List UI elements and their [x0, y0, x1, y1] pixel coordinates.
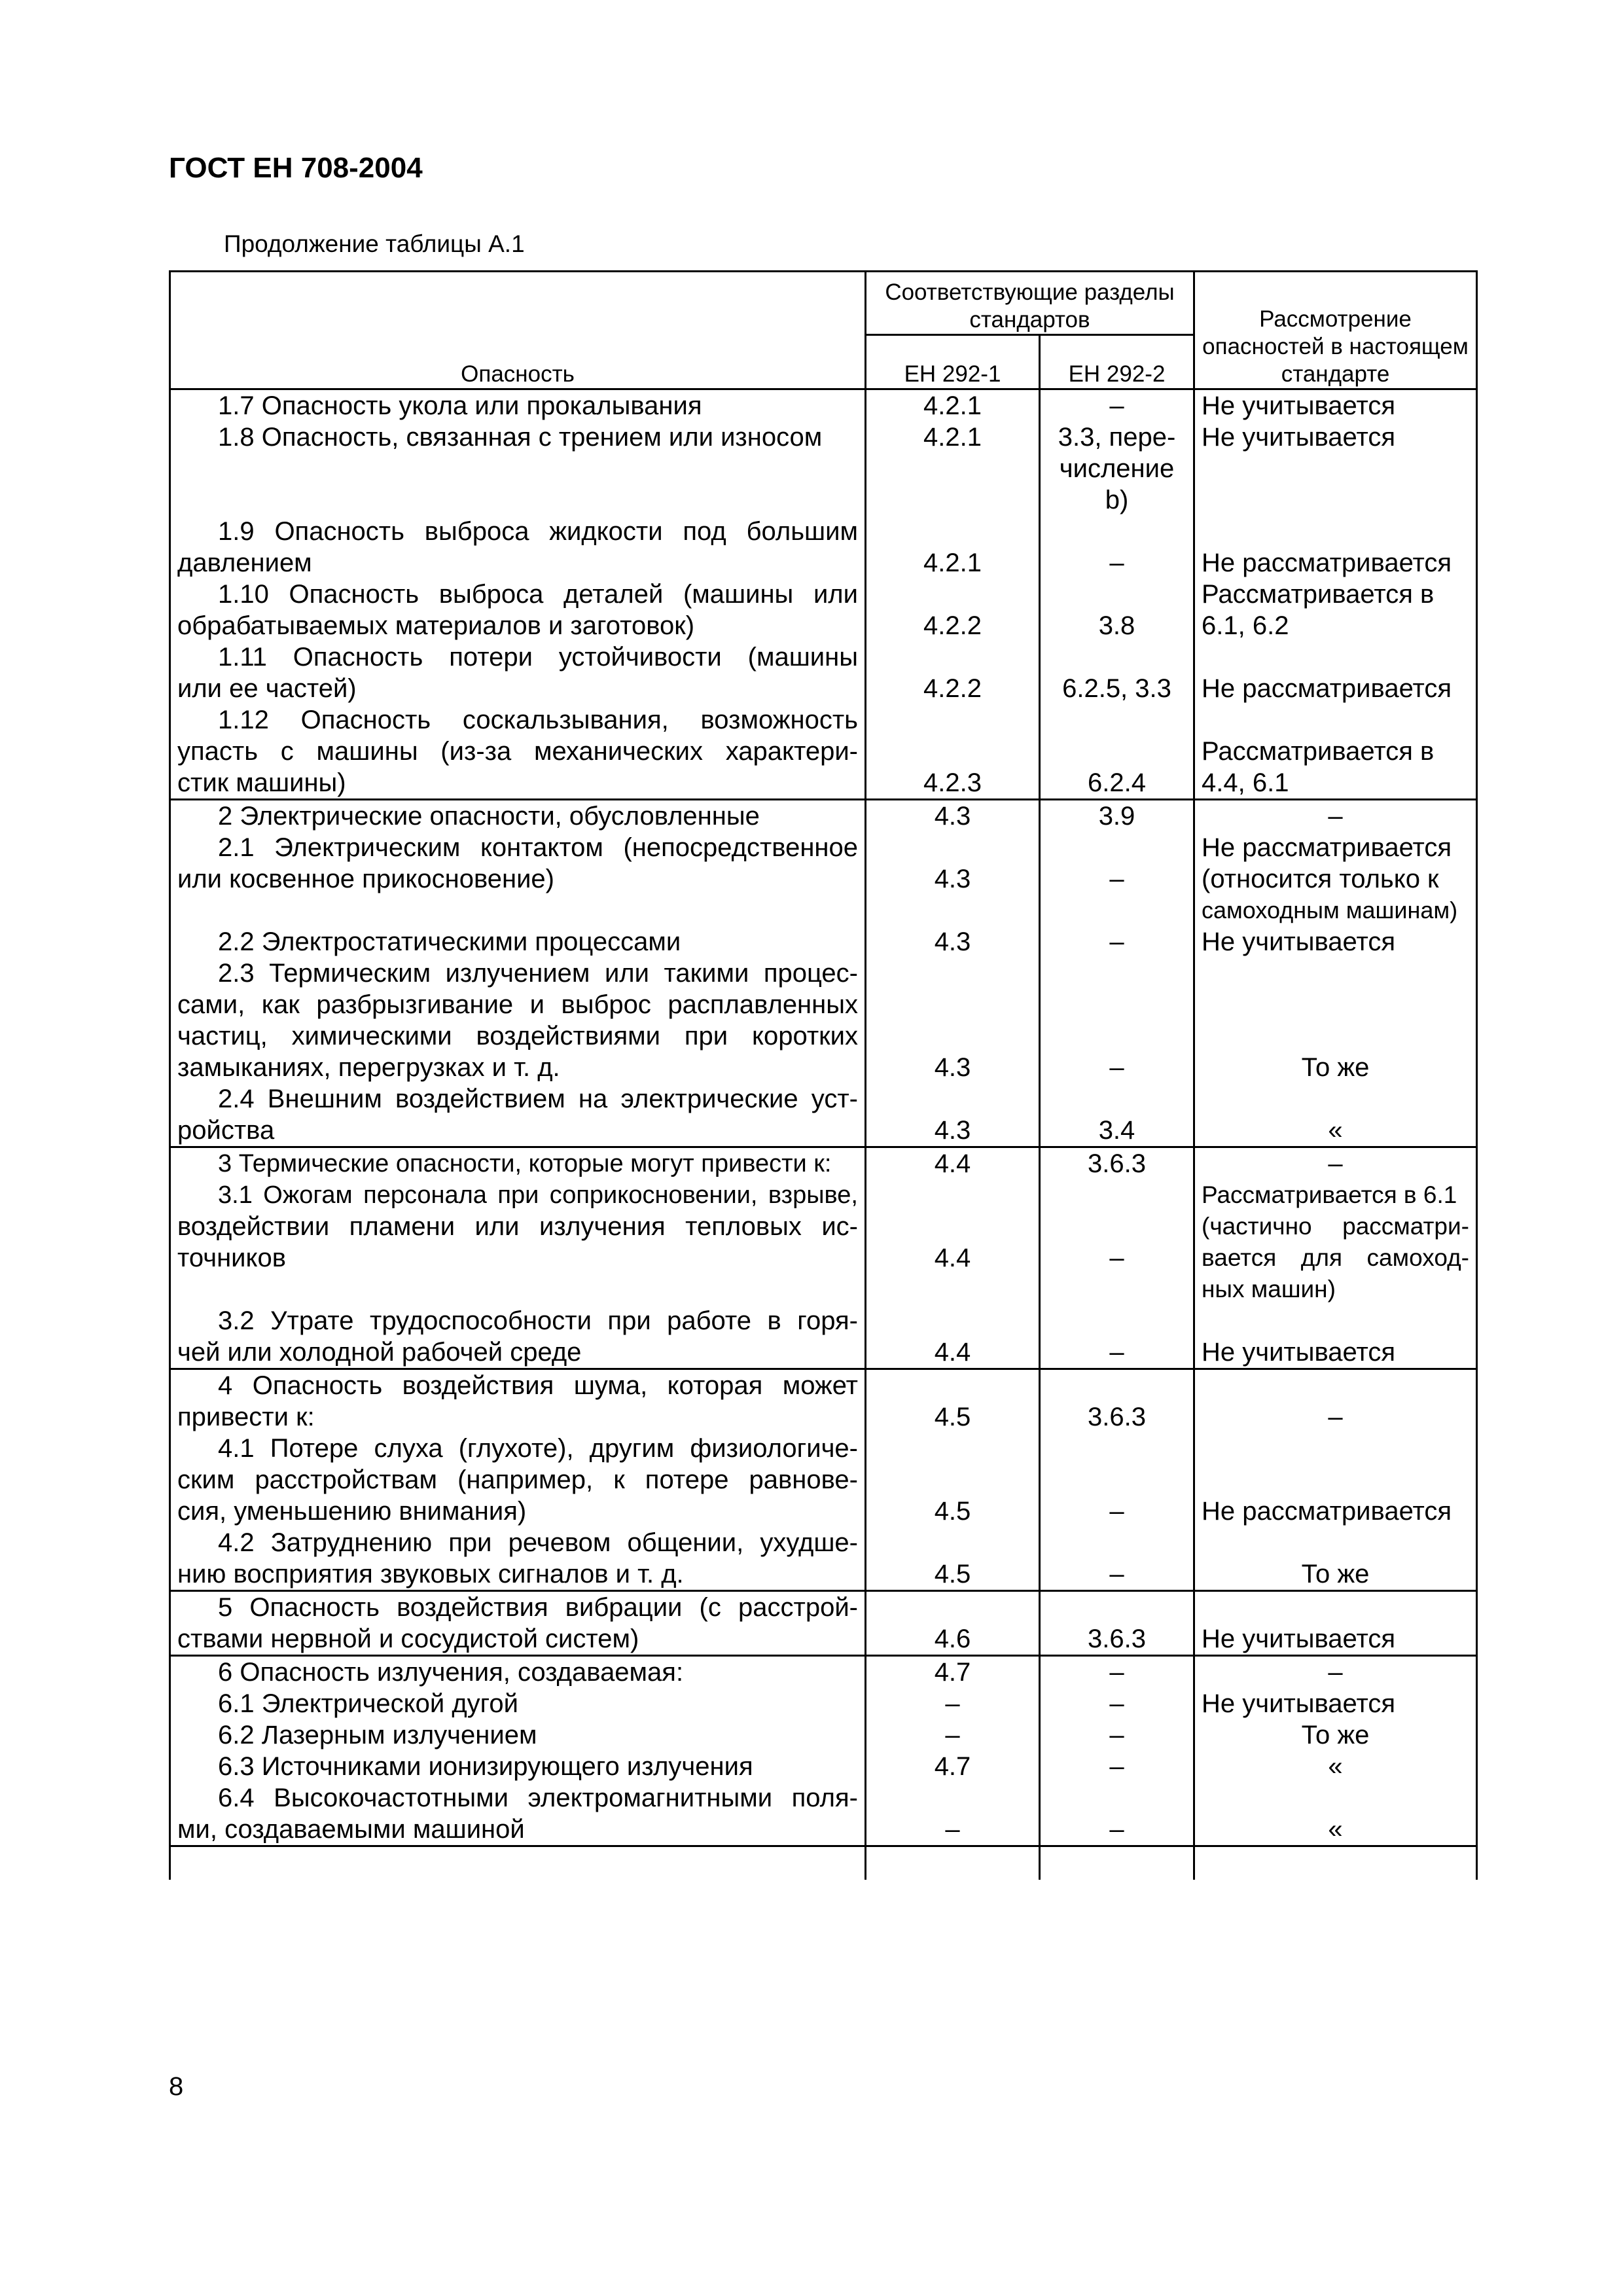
table-row [170, 1369, 1477, 1591]
review-value: Не рассматривается [1202, 674, 1452, 703]
en2-value: – [1109, 1752, 1124, 1781]
header-en-292-1: ЕН 292-1 [866, 335, 1040, 389]
hazard-text: 5 Опасность воздействия вибрации (с расстрой- [218, 1593, 858, 1622]
hazard-text: нию восприятия звуковых сигналов и т. д. [177, 1560, 684, 1588]
review-value: Не учитывается [1202, 423, 1395, 452]
hazard-text: давлением [177, 548, 312, 577]
hazard-text: 6 Опасность излучения, создаваемая: [218, 1658, 684, 1687]
en2-value: – [1109, 1658, 1124, 1687]
hazard-text: 1.9 Опасность выброса жидкости под большим [218, 517, 858, 546]
review-value: – [1328, 1658, 1343, 1687]
hazard-text: 1.8 Опасность, связанная с трением или износом [218, 423, 823, 452]
hazard-text: 6.1 Электрической дугой [218, 1689, 518, 1718]
en2-value: – [1109, 1053, 1124, 1082]
en2-value: 3.6.3 [1088, 1624, 1146, 1653]
hazard-text: 6.3 Источниками ионизирующего излучения [218, 1752, 753, 1781]
en2-value: – [1109, 1497, 1124, 1526]
review-value: То же [1301, 1560, 1370, 1588]
en2-value: 3.6.3 [1088, 1403, 1146, 1431]
hazard-text: 6.4 Высокочастотными электромагнитными поля- [218, 1784, 858, 1812]
en1-value: 4.3 [934, 865, 971, 893]
hazard-text: 4 Опасность воздействия шума, которая может [218, 1371, 858, 1400]
table-row [170, 1591, 1477, 1656]
hazard-text: 3.2 Утрате трудоспособности при работе в горя- [218, 1306, 858, 1335]
hazard-text: 2.2 Электростатическими процессами [218, 927, 681, 956]
en2-value: 3.6.3 [1088, 1149, 1146, 1178]
hazard-text: 1.11 Опасность потери устойчивости (машины [218, 643, 858, 672]
table-caption: Продолжение таблицы А.1 [224, 230, 525, 257]
group-vibration [170, 1591, 1477, 1656]
en1-value: 4.2.1 [923, 391, 982, 420]
en1-value: 4.3 [934, 1116, 971, 1145]
group-electrical [170, 800, 1477, 1147]
hazard-text: воздействии пламени или излучения тепловых ис- [177, 1212, 858, 1241]
hazard-text: ствами нервной и сосудистой систем) [177, 1624, 639, 1653]
review-value: 6.1, 6.2 [1202, 611, 1289, 640]
en1-value: 4.5 [934, 1560, 971, 1588]
en2-value: – [1109, 865, 1124, 893]
header-en-292-2: ЕН 292-2 [1040, 335, 1194, 389]
hazard-text: обрабатываемых материалов и заготовок) [177, 611, 695, 640]
review-value: « [1328, 1116, 1343, 1145]
table-row [170, 389, 1477, 800]
table-row [170, 1656, 1477, 1846]
en2-value: 3.3, пере- [1058, 423, 1176, 452]
hazard-text: или ее частей) [177, 674, 357, 703]
hazard-text: 3.1 Ожогам персонала при соприкосновении, взрыве, [218, 1181, 858, 1209]
en1-value: 4.2.1 [923, 423, 982, 452]
hazard-text: 2.1 Электрическим контактом (непосредственное [218, 833, 858, 862]
review-value: Не учитывается [1202, 1338, 1395, 1367]
en2-value: – [1109, 1338, 1124, 1367]
review-value: Рассматривается в [1202, 580, 1435, 609]
hazard-text: 4.2 Затруднению при речевом общении, ухудше- [218, 1528, 858, 1557]
page-number: 8 [169, 2072, 184, 2101]
header-hazard: Опасность [170, 272, 866, 389]
review-value: Не учитывается [1202, 1689, 1395, 1718]
review-value: Рассматривается в [1202, 737, 1435, 766]
review-value: « [1328, 1752, 1343, 1781]
en2-value: 6.2.4 [1088, 768, 1146, 797]
en1-value: 4.3 [934, 927, 971, 956]
review-value: ных машин) [1202, 1276, 1336, 1302]
en2-value: – [1109, 1815, 1124, 1844]
en2-value: b) [1105, 486, 1129, 514]
hazard-text: 2.3 Термическим излучением или такими процес- [218, 959, 858, 988]
hazard-text: чей или холодной рабочей среде [177, 1338, 582, 1367]
en1-value: 4.2.3 [923, 768, 982, 797]
hazard-text: или косвенное прикосновение) [177, 865, 554, 893]
group-radiation [170, 1656, 1477, 1880]
review-value: – [1328, 802, 1343, 831]
hazard-text: упасть с машины (из-за механических характери- [177, 737, 858, 766]
hazard-text: стик машины) [177, 768, 346, 797]
en2-value: 3.4 [1098, 1116, 1135, 1145]
review-value: Не учитывается [1202, 391, 1395, 420]
review-value: 4.4, 6.1 [1202, 768, 1289, 797]
group-thermal [170, 1147, 1477, 1369]
en2-value: – [1109, 1689, 1124, 1718]
group-mechanical [170, 389, 1477, 800]
hazard-text: 1.7 Опасность укола или прокалывания [218, 391, 702, 420]
table-row [170, 800, 1477, 1147]
en1-value: 4.3 [934, 1053, 971, 1082]
review-value: Не учитывается [1202, 1624, 1395, 1653]
en2-value: 6.2.5, 3.3 [1062, 674, 1171, 703]
en1-value: – [945, 1815, 960, 1844]
review-value: Не рассматривается [1202, 833, 1452, 862]
review-value: Не учитывается [1202, 927, 1395, 956]
hazard-text: 1.10 Опасность выброса деталей (машины или [218, 580, 858, 609]
table-row-empty [170, 1846, 1477, 1880]
hazard-text: сия, уменьшению внимания) [177, 1497, 527, 1526]
review-value: То же [1301, 1721, 1370, 1749]
document-title: ГОСТ ЕН 708-2004 [169, 152, 423, 184]
review-value: Не рассматривается [1202, 548, 1452, 577]
hazard-text: ми, создаваемыми машиной [177, 1815, 525, 1844]
en1-value: 4.2.2 [923, 674, 982, 703]
hazard-text: 2 Электрические опасности, обусловленные [218, 802, 760, 831]
review-value: « [1328, 1815, 1343, 1844]
hazard-text: привести к: [177, 1403, 315, 1431]
hazard-text: точников [177, 1244, 286, 1272]
en1-value: 4.6 [934, 1624, 971, 1653]
header-review: Рассмотрение опасностей в настоящем стандарте [1194, 272, 1477, 389]
en1-value: 4.4 [934, 1338, 971, 1367]
en1-value: 4.7 [934, 1752, 971, 1781]
hazard-text: сами, как разбрызгивание и выброс расплавленных [177, 990, 858, 1019]
en1-value: 4.3 [934, 802, 971, 831]
en1-value: 4.2.2 [923, 611, 982, 640]
review-value: – [1328, 1403, 1343, 1431]
hazard-text: замыканиях, перегрузках и т. д. [177, 1053, 560, 1082]
hazard-text: 6.2 Лазерным излучением [218, 1721, 537, 1749]
en2-value: – [1109, 927, 1124, 956]
en2-value: – [1109, 548, 1124, 577]
hazard-text: частиц, химическими воздействиями при коротких [177, 1022, 858, 1050]
en2-value: 3.8 [1098, 611, 1135, 640]
hazard-text: 2.4 Внешним воздействием на электрические уст- [218, 1085, 858, 1113]
hazard-text: ройства [177, 1116, 275, 1145]
en2-value: 3.9 [1098, 802, 1135, 831]
en1-value: – [945, 1721, 960, 1749]
table-row [170, 1147, 1477, 1369]
table-header [170, 272, 1477, 389]
en1-value: 4.7 [934, 1658, 971, 1687]
hazard-text: 3 Термические опасности, которые могут привести к: [218, 1150, 832, 1177]
review-value: (относится только к [1202, 865, 1439, 893]
hazard-text: 4.1 Потере слуха (глухоте), другим физиологиче- [218, 1434, 858, 1463]
en1-value: 4.4 [934, 1244, 971, 1272]
group-noise [170, 1369, 1477, 1591]
en2-value: числение [1059, 454, 1175, 483]
en1-value: 4.5 [934, 1403, 971, 1431]
en2-value: – [1109, 391, 1124, 420]
review-value: Не рассматривается [1202, 1497, 1452, 1526]
en2-value: – [1109, 1721, 1124, 1749]
review-value: То же [1301, 1053, 1370, 1082]
en1-value: – [945, 1689, 960, 1718]
en2-value: – [1109, 1244, 1124, 1272]
review-value: (частично рассматри- [1202, 1213, 1469, 1240]
en1-value: 4.5 [934, 1497, 971, 1526]
review-value: – [1328, 1149, 1343, 1178]
en2-value: – [1109, 1560, 1124, 1588]
en1-value: 4.4 [934, 1149, 971, 1178]
review-value: вается для самоход- [1202, 1244, 1469, 1271]
hazard-text: 1.12 Опасность соскальзывания, возможность [218, 706, 858, 734]
en1-value: 4.2.1 [923, 548, 982, 577]
header-sections: Соответствующие разделы стандартов [866, 272, 1194, 335]
review-value: Рассматривается в 6.1 [1202, 1181, 1457, 1208]
hazard-text: ским расстройствам (например, к потере равнове- [177, 1465, 858, 1494]
review-value: самоходным машинам) [1202, 897, 1458, 924]
hazards-table [169, 270, 1478, 1880]
